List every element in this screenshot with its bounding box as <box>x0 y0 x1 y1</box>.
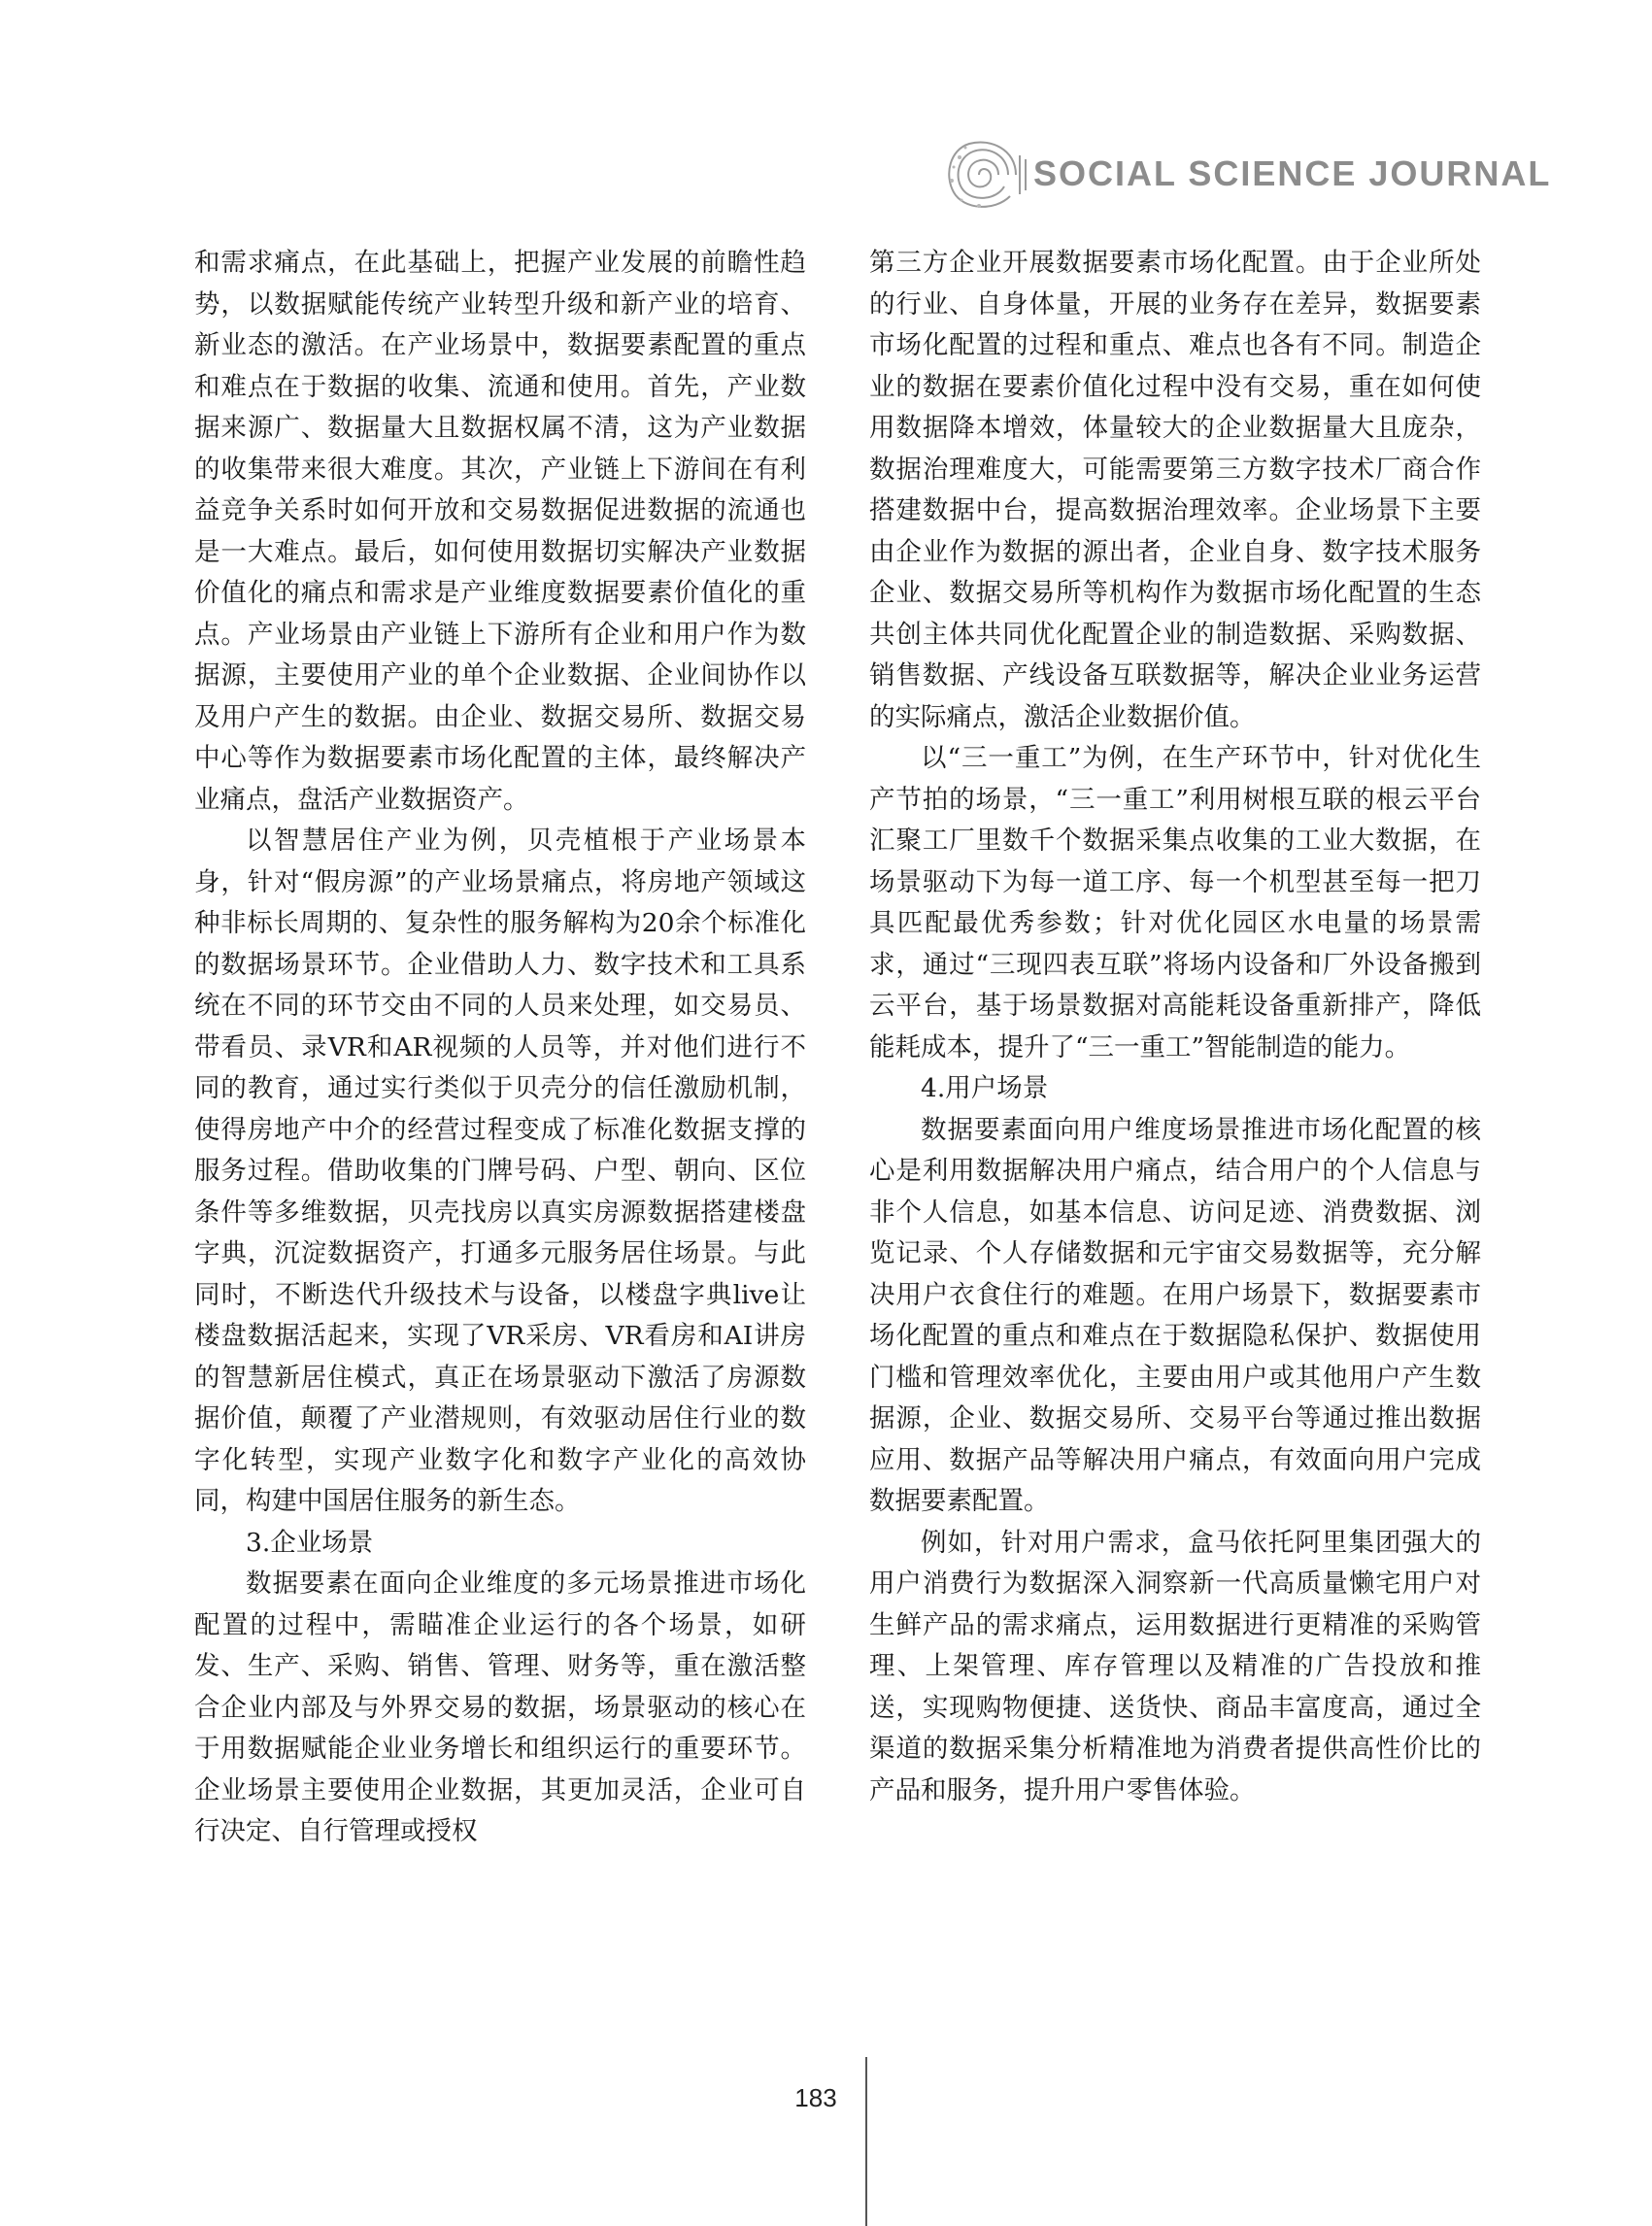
spiral-emblem-icon <box>940 136 1031 214</box>
page-number: 183 <box>794 2083 837 2112</box>
paragraph: 以“三一重工”为例，在生产环节中，针对优化生产节拍的场景，“三一重工”利用树根互联的根云平台汇聚工厂里数千个数据采集点收集的工业大数据，在场景驱动下为每一道工序、每一个机型甚至每一把刀具匹配最优秀参数；针对优化园区水电量的场景需求，通过“三现四表互联”将场内设备和厂外设备搬到云平台，基于场景数据对高能耗设备重新排产，降低能耗成本，提升了“三一重工”智能制造的能力。 <box>869 743 1481 1062</box>
journal-name: SOCIAL SCIENCE JOURNAL <box>1033 153 1552 193</box>
section-heading: 3.企业场景 <box>246 1527 374 1558</box>
paragraph: 数据要素面向用户维度场景推进市场化配置的核心是利用数据解决用户痛点，结合用户的个人信息与非个人信息，如基本信息、访问足迹、消费数据、浏览记录、个人存储数据和元宇宙交易数据等，充分解决用户衣食住行的难题。在用户场景下，数据要素市场化配置的重点和难点在于数据隐私保护、数据使用门槛和管理效率优化，主要由用户或其他用户产生数据源，企业、数据交易所、交易平台等通过推出数据应用、数据产品等解决用户痛点，有效面向用户完成数据要素配置。 <box>869 1114 1481 1516</box>
journal-header <box>940 136 1552 214</box>
paragraph: 数据要素在面向企业维度的多元场景推进市场化配置的过程中，需瞄准企业运行的各个场景，如研发、生产、采购、销售、管理、财务等，重在激活整合企业内部及与外界交易的数据，场景驱动的核心在于用数据赋能企业业务增长和组织运行的重要环节。企业场景主要使用企业数据，其更加灵活，企业可自行决定、自行管理或授权 <box>194 1568 806 1846</box>
column-divider <box>865 2057 867 2226</box>
paragraph: 第三方企业开展数据要素市场化配置。由于企业所处的行业、自身体量，开展的业务存在差异，数据要素市场化配置的过程和重点、难点也各有不同。制造企业的数据在要素价值化过程中没有交易，重在如何使用数据降本增效，体量较大的企业数据量大且庞杂，数据治理难度大，可能需要第三方数字技术厂商合作搭建数据中台，提高数据治理效率。企业场景下主要由企业作为数据的源出者，企业自身、数字技术服务企业、数据交易所等机构作为数据市场化配置的生态共创主体共同优化配置企业的制造数据、采购数据、销售数据、产线设备互联数据等，解决企业业务运营的实际痛点，激活企业数据价值。 <box>869 248 1481 732</box>
paragraph: 和需求痛点，在此基础上，把握产业发展的前瞻性趋势，以数据赋能传统产业转型升级和新产业的培育、新业态的激活。在产业场景中，数据要素配置的重点和难点在于数据的收集、流通和使用。首先，产业数据来源广、数据量大且数据权属不清，这为产业数据的收集带来很大难度。其次，产业链上下游间在有利益竞争关系时如何开放和交易数据促进数据的流通也是一大难点。最后，如何使用数据切实解决产业数据价值化的痛点和需求是产业维度数据要素价值化的重点。产业场景由产业链上下游所有企业和用户作为数据源，主要使用产业的单个企业数据、企业间协作以及用户产生的数据。由企业、数据交易所、数据交易中心等作为数据要素市场化配置的主体，最终解决产业痛点，盘活产业数据资产。 <box>194 248 806 815</box>
paragraph: 例如，针对用户需求，盒马依托阿里集团强大的用户消费行为数据深入洞察新一代高质量懒宅用户对生鲜产品的需求痛点，运用数据进行更精准的采购管理、上架管理、库存管理以及精准的广告投放和推送，实现购物便捷、送货快、商品丰富度高，通过全渠道的数据采集分析精准地为消费者提供高性价比的产品和服务，提升用户零售体验。 <box>869 1527 1481 1805</box>
paragraph: 以智慧居住产业为例，贝壳植根于产业场景本身，针对“假房源”的产业场景痛点，将房地产领域这种非标长周期的、复杂性的服务解构为20余个标准化的数据场景环节。企业借助人力、数字技术和工具系统在不同的环节交由不同的人员来处理，如交易员、带看员、录VR和AR视频的人员等，并对他们进行不同的教育，通过实行类似于贝壳分的信任激励机制，使得房地产中介的经营过程变成了标准化数据支撑的服务过程。借助收集的门牌号码、户型、朝向、区位条件等多维数据，贝壳找房以真实房源数据搭建楼盘字典，沉淀数据资产，打通多元服务居住场景。与此同时，不断迭代升级技术与设备，以楼盘字典live让楼盘数据活起来，实现了VR采房、VR看房和AI讲房的智慧新居住模式，真正在场景驱动下激活了房源数据价值，颠覆了产业潜规则，有效驱动居住行业的数字化转型，实现产业数字化和数字产业化的高效协同，构建中国居住服务的新生态。 <box>194 826 806 1516</box>
section-heading: 4.用户场景 <box>921 1073 1049 1103</box>
left-column <box>194 243 806 1853</box>
right-column <box>869 243 1481 1811</box>
